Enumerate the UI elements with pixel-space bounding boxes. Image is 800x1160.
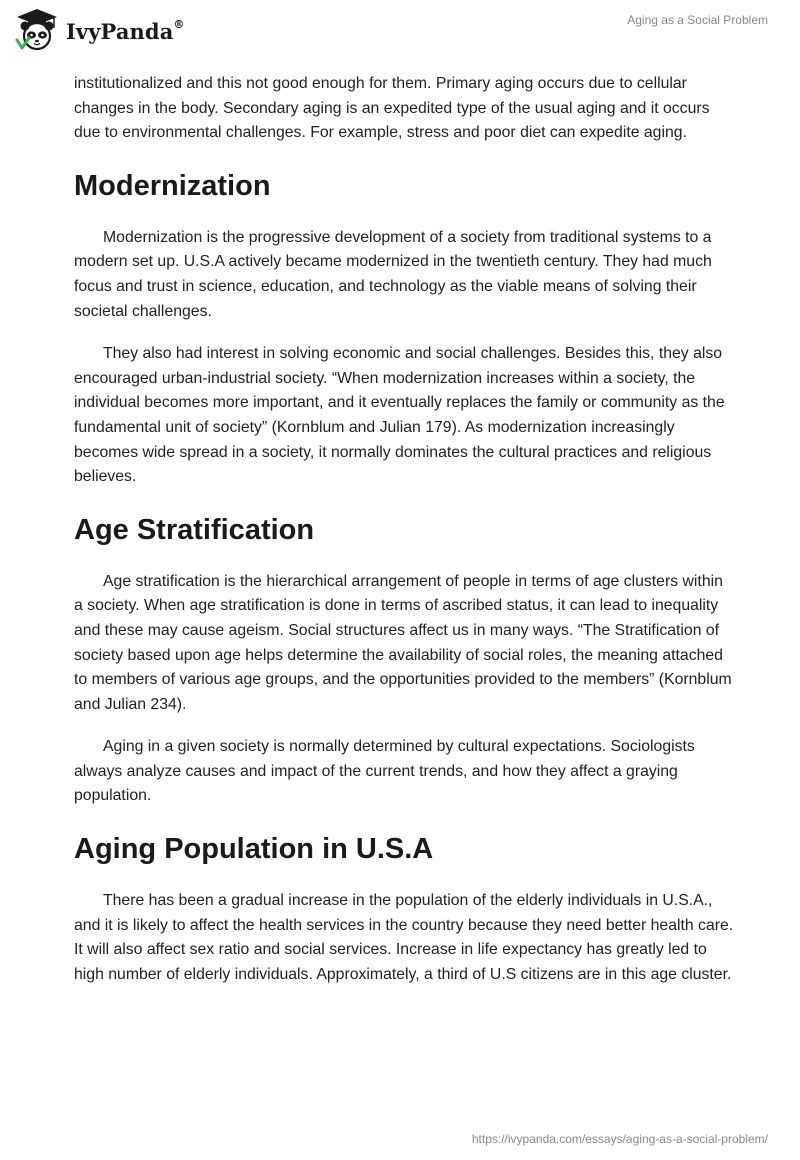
section-heading-aging-population: Aging Population in U.S.A [74, 833, 434, 866]
age-stratification-paragraph-1: Age stratification is the hierarchical arrangement of people in terms of age clusters within a society. When age stratification is done in terms of ascribed status, it can lead to inequality and these may cause ageism. Social structures affect us in many ways. “The Stratification of society based upon age helps determine the availability of social roles, the meaning attached to members of various age groups, and the opportunities provided to the members” (Kornblum and Julian 234). [74, 572, 732, 713]
panda-graduate-icon [14, 8, 60, 52]
intro-paragraph: institutionalized and this not good enough for them. Primary aging occurs due to cellular changes in the body. Secondary aging is an expedited type of the usual aging and it occurs due to environmental challenges. For example, stress and poor diet can expedite aging. [74, 75, 710, 142]
section-heading-modernization: Modernization [74, 169, 271, 202]
age-stratification-paragraph-2: Aging in a given society is normally determined by cultural expectations. Sociologists always analyze causes and impact of the current trends, and how they affect a graying population. [74, 738, 695, 805]
section-heading-age-stratification: Age Stratification [74, 513, 315, 546]
document-title: Aging as a Social Problem [627, 13, 768, 27]
page-header [0, 0, 800, 60]
modernization-paragraph-1: Modernization is the progressive development of a society from traditional systems to a modern set up. U.S.A actively became modernized in the twentieth century. They had much focus and trust in science, education, and technology as the viable means of solving their societal challenges. [74, 228, 712, 320]
modernization-paragraph-2: They also had interest in solving economic and social challenges. Besides this, they also encouraged urban-industrial society. “When modernization increases within a society, the individual becomes more important, and it eventually replaces the family or community as the fundamental unit of society” (Kornblum and Julian 179). As modernization increasingly becomes wide spread in a society, it normally dominates the cultural practices and religious believes. [74, 345, 725, 486]
brand-logo[interactable] [14, 8, 185, 52]
aging-population-paragraph-1: There has been a gradual increase in the population of the elderly individuals in U.S.A., and it is likely to affect the health services in the country because they need better health care. It will also affect sex ratio and social services. Increase in life expectancy has greatly led to high number of elderly individuals. Approximately, a third of U.S citizens are in this age cluster. [74, 892, 734, 983]
source-url[interactable]: https://ivypanda.com/essays/aging-as-a-social-problem/ [471, 1132, 768, 1146]
brand-name: IvyPanda® [66, 17, 185, 44]
essay-content [74, 72, 734, 987]
